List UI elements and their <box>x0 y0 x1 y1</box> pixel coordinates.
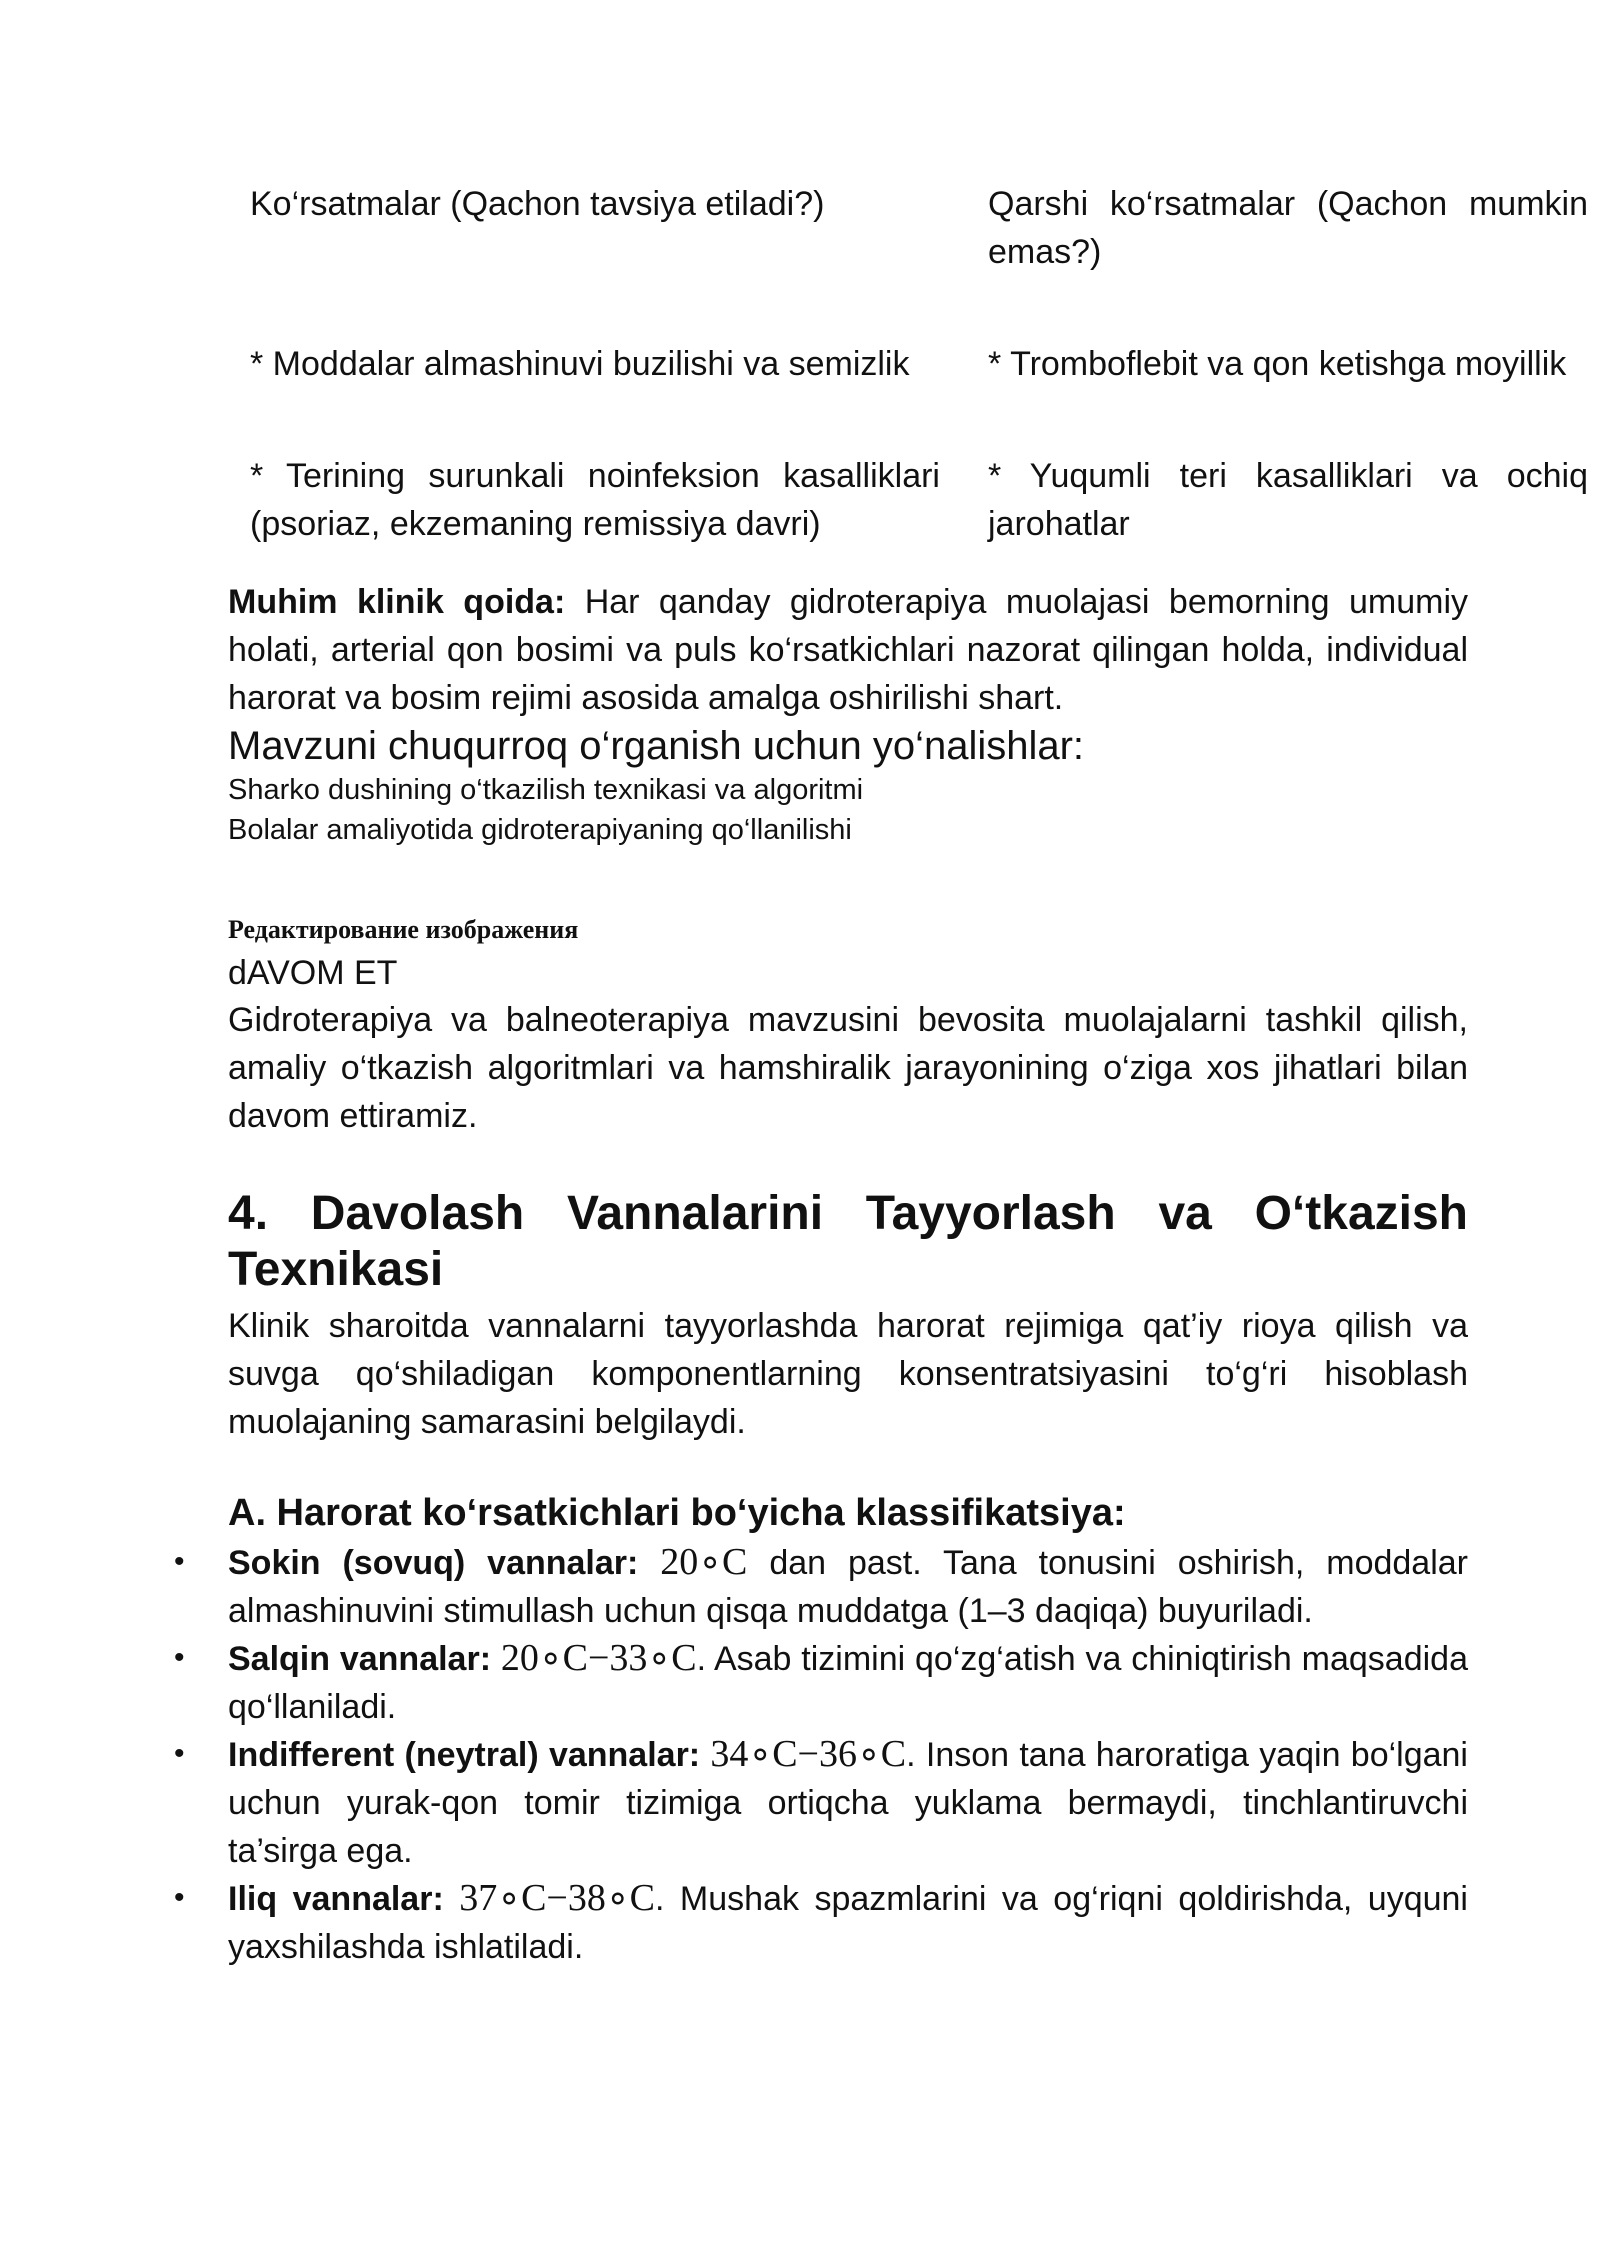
clinical-rule-text: Har qanday gidroterapiya muolajasi bemorning umumiy holati, arterial qon bosimi va puls ko‘rsatkichlari nazorat qilingan holda, individual harorat va bosim rejimi asosida amalga oshirilishi shart. <box>228 583 1468 717</box>
list-item <box>174 1538 1468 1635</box>
continue-label[interactable]: dAVOM ET <box>228 954 398 992</box>
section-4-intro: Klinik sharoitda vannalarni tayyorlashda harorat rejimiga qat’iy rioya qilish va suvga qo‘shiladigan komponentlarning konsentratsiyasini to‘g‘ri hisoblash muolajaning samarasini belgilaydi. <box>228 1307 1468 1441</box>
bullet-icon: • <box>174 1881 185 1914</box>
continue-paragraph: Gidroterapiya va balneoterapiya mavzusini bevosita muolajalarni tashkil qilish, amaliy o‘tkazish algoritmlari va hamshiralik jarayonining o‘ziga xos jihatlari bilan davom ettiramiz. <box>228 1001 1468 1135</box>
clinical-rule-paragraph <box>228 578 1468 722</box>
list-item-label: Indifferent (neytral) vannalar: <box>228 1736 701 1774</box>
list-item-text: . Asab tizimini qo‘zg‘atish va chiniqtirish maqsadida qo‘llaniladi. <box>228 1640 1468 1726</box>
section-4-heading: 4. Davolash Vannalarini Tayyorlash va O‘tkazish Texnikasi <box>228 1187 1468 1296</box>
table-cell-indication-1: * Moddalar almashinuvi buzilishi va semizlik <box>250 345 910 383</box>
further-study-title: Mavzuni chuqurroq o‘rganish uchun yo‘nalishlar: <box>228 724 1085 768</box>
list-item-label: Sokin (sovuq) vannalar: <box>228 1544 639 1582</box>
table-cell-indication-2: * Terining surunkali noinfeksion kasalliklari (psoriaz, ekzemaning remissiya davri) <box>250 457 940 543</box>
further-study-link-2[interactable]: Bolalar amaliyotida gidroterapiyaning qo‘llanilishi <box>228 814 852 846</box>
bullet-icon: • <box>174 1545 185 1578</box>
list-item-temperature: 37∘C−38∘C <box>459 1877 655 1919</box>
bullet-icon: • <box>174 1641 185 1674</box>
image-edit-label[interactable]: Редактирование изображения <box>228 915 579 944</box>
further-study-link-1[interactable]: Sharko dushining o‘tkazilish texnikasi va algoritmi <box>228 774 864 806</box>
list-item-label: Salqin vannalar: <box>228 1640 492 1678</box>
list-item-text: dan past. Tana tonusini oshirish, moddalar almashinuvini stimullash uchun qisqa muddatga (1–3 daqiqa) buyuriladi. <box>228 1544 1468 1630</box>
table-cell-contraindication-1: * Tromboflebit va qon ketishga moyillik <box>988 345 1567 383</box>
table-header-contraindications: Qarshi ko‘rsatmalar (Qachon mumkin emas?) <box>988 185 1588 271</box>
list-item <box>174 1730 1468 1875</box>
list-item-temperature: 20∘C <box>660 1541 748 1583</box>
clinical-rule-label: Muhim klinik qoida: <box>228 583 566 621</box>
table-cell-contraindication-2: * Yuqumli teri kasalliklari va ochiq jarohatlar <box>988 457 1588 543</box>
list-item-label: Iliq vannalar: <box>228 1880 444 1918</box>
table-header-indications: Ko‘rsatmalar (Qachon tavsiya etiladi?) <box>250 185 825 223</box>
list-item <box>174 1874 1468 1971</box>
bullet-icon: • <box>174 1737 185 1770</box>
list-item-temperature: 20∘C−33∘C <box>500 1637 697 1679</box>
list-item-temperature: 34∘C−36∘C <box>710 1733 907 1775</box>
list-item <box>174 1634 1468 1731</box>
list-item-text: . Mushak spazmlarini va og‘riqni qoldirishda, uyquni yaxshilashda ishlatiladi. <box>228 1880 1468 1966</box>
list-item-text: . Inson tana haroratiga yaqin bo‘lgani uchun yurak-qon tomir tizimiga ortiqcha yuklama bermaydi, tinchlantiruvchi ta’sirga ega. <box>228 1736 1468 1870</box>
subsection-a-heading: A. Harorat ko‘rsatkichlari bo‘yicha klassifikatsiya: <box>228 1492 1126 1534</box>
